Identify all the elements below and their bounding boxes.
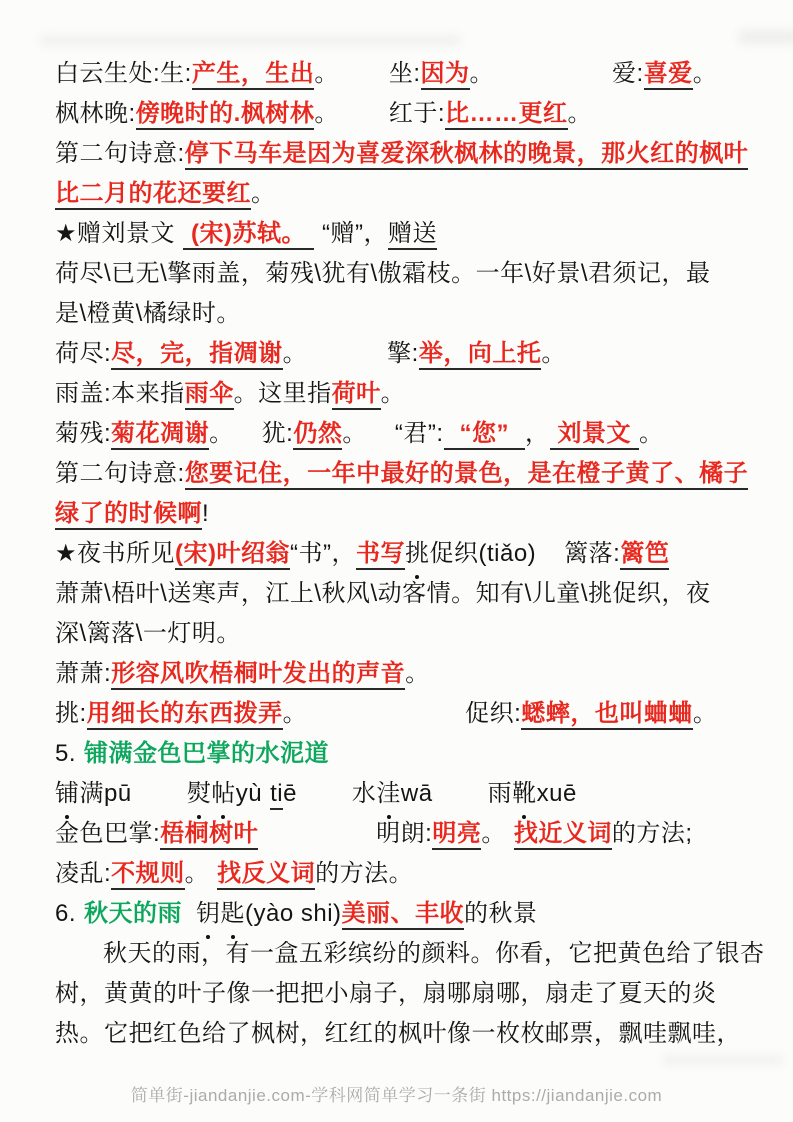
- watermark: 简单街-jiandanjie.com-学科网简单学习一条街 https://jiandanjie.com: [130, 1086, 663, 1105]
- term: “君”:: [394, 420, 444, 447]
- term: 第二句诗意:: [55, 140, 185, 167]
- text: 雨: [487, 780, 513, 807]
- doc-line: [55, 374, 765, 414]
- pinyin-word: xuē: [536, 780, 577, 807]
- doc-line: [55, 454, 765, 494]
- doc-line: [55, 774, 765, 814]
- annotation: 形容风吹梧桐叶发出的声音: [111, 661, 405, 690]
- doc-line: [55, 534, 765, 574]
- text: 。: [541, 340, 566, 367]
- poem-title: ★夜书所见: [55, 540, 176, 567]
- text: 。: [314, 100, 339, 127]
- emphasized-char: 帖: [211, 774, 236, 814]
- text: 促织(tiǎo): [429, 540, 537, 567]
- emphasized-char: 匙: [221, 894, 246, 934]
- text: 。: [342, 420, 367, 447]
- doc-line: [55, 174, 765, 214]
- term: 擎:: [387, 340, 419, 367]
- lesson-title: 铺满金色巴掌的水泥道: [84, 740, 330, 767]
- doc-line: [55, 54, 765, 94]
- poem-text: 深\篱落\一灯明。: [55, 620, 241, 647]
- annotation: 书写: [356, 541, 405, 570]
- annotation: (宋)苏轼。: [183, 221, 314, 250]
- term: 萧萧:: [55, 660, 112, 687]
- annotation: 因为: [421, 61, 470, 90]
- doc-line: [55, 134, 765, 174]
- annotation: 美丽、丰收: [342, 901, 465, 930]
- lesson-number: 6.: [55, 900, 77, 927]
- emphasized-char: 挑: [405, 534, 430, 574]
- doc-line: [55, 94, 765, 134]
- annotation: 举，向上托: [419, 341, 542, 370]
- doc-line: [55, 934, 765, 974]
- emphasized-char: 铺: [55, 774, 80, 814]
- text: 。: [314, 60, 339, 87]
- doc-line: [55, 334, 765, 374]
- annotation: 篱笆: [620, 541, 669, 570]
- text: 。: [481, 820, 506, 847]
- annotation: 尽，完，指凋谢: [111, 341, 283, 370]
- text: 。: [282, 340, 308, 367]
- pinyin-word: wā: [400, 780, 433, 807]
- text: 。: [282, 700, 308, 727]
- term: 篱落:: [564, 540, 621, 567]
- doc-line: [55, 254, 765, 294]
- annotation: 比二月的花还要红: [55, 181, 251, 210]
- doc-line: [55, 414, 765, 454]
- text: “赠”，: [322, 220, 388, 247]
- emphasized-char: 钥: [196, 894, 221, 934]
- doc-line: [55, 494, 765, 534]
- term: 坐:: [388, 60, 421, 87]
- text: 。: [209, 420, 234, 447]
- annotation: 不规则: [111, 861, 185, 890]
- doc-line: [55, 654, 765, 694]
- annotation: 雨伞: [185, 381, 234, 410]
- scan-artifact: [663, 1056, 783, 1064]
- poem-text: 荷尽\已无\擎雨盖，菊残\犹有\傲霜枝。一年\好景\君须记，最: [55, 260, 711, 287]
- text: 。: [692, 700, 718, 727]
- doc-line: [55, 814, 765, 854]
- term: 凌乱:: [55, 860, 112, 887]
- annotation: 明亮: [432, 821, 481, 850]
- text: 。这里指: [233, 380, 332, 407]
- doc-line: [55, 574, 765, 614]
- doc-line: [55, 214, 765, 254]
- lesson-number: 5.: [55, 740, 77, 767]
- annotation: 您要记住，一年中最好的景色，是在橙子黄了、橘子: [185, 461, 749, 490]
- term: 白云生处:生:: [55, 60, 192, 87]
- emphasized-char: 洼: [376, 774, 401, 814]
- text: 的方法。: [315, 860, 414, 887]
- emphasized-char: 靴: [512, 774, 537, 814]
- text: 。: [380, 380, 406, 407]
- text: “书”，: [290, 540, 356, 567]
- doc-line: [55, 694, 765, 734]
- pinyin-underlined: ti: [270, 781, 283, 810]
- annotation: 刘景文: [550, 421, 640, 450]
- term: 明朗:: [376, 820, 433, 847]
- text: 。: [639, 420, 664, 447]
- text: 。: [692, 60, 718, 87]
- annotation: 傍晚时的.枫树林: [136, 101, 315, 130]
- term: 荷尽:: [55, 340, 112, 367]
- poem-title: ★赠刘景文: [55, 220, 176, 247]
- annotation: 荷叶: [332, 381, 381, 410]
- annotation: 蟋蟀，也叫蛐蛐: [521, 701, 693, 730]
- paragraph-text: 热。它把红色给了枫树，红红的枫叶像一枚枚邮票，飘哇飘哇，: [55, 1020, 741, 1047]
- pinyin-word: ē: [283, 780, 297, 807]
- term: 犹:: [261, 420, 294, 447]
- paragraph-text: 树，黄黄的叶子像一把把小扇子，扇哪扇哪，扇走了夏天的炎: [55, 980, 717, 1007]
- emphasized-char: 熨: [187, 774, 212, 814]
- term: 金色巴掌:: [55, 820, 161, 847]
- annotation: “您”: [444, 421, 526, 450]
- annotation: 绿了的时候啊: [55, 501, 202, 530]
- annotation: 找近义词: [514, 821, 612, 850]
- pinyin-word: (yào shi): [245, 900, 342, 927]
- text: 。: [567, 100, 593, 127]
- text: ，: [525, 420, 550, 447]
- term: 爱:: [612, 60, 644, 87]
- annotation: 找反义词: [217, 861, 315, 890]
- annotation: 仍然: [293, 421, 342, 450]
- annotation-black: 赠送: [388, 221, 437, 250]
- term: 菊残:: [55, 420, 112, 447]
- annotation: 比……更红: [445, 101, 568, 130]
- term: 红于:: [388, 100, 446, 127]
- annotation: 菊花凋谢: [111, 421, 209, 450]
- term: 促织:: [465, 700, 522, 727]
- doc-line: [55, 294, 765, 334]
- annotation: 喜爱: [644, 61, 693, 90]
- poem-text: 是\橙黄\橘绿时。: [55, 300, 241, 327]
- term: 雨盖:本来指: [55, 380, 185, 407]
- pinyin-word: 满pū: [79, 780, 132, 807]
- paragraph-text: 秋天的雨，有一盒五彩缤纷的颜料。你看，它把黄色给了银杏: [103, 940, 765, 967]
- term: 枫林晚:: [55, 100, 136, 127]
- doc-line: [55, 854, 765, 894]
- text: 水: [351, 780, 377, 807]
- annotation: 产生，生出: [192, 61, 315, 90]
- doc-line: [55, 894, 765, 934]
- pinyin-word: yù: [235, 780, 263, 807]
- doc-line: [55, 974, 765, 1014]
- doc-line: [55, 614, 765, 654]
- term: 挑:: [55, 700, 87, 727]
- text: 。: [405, 660, 430, 687]
- text: 。: [184, 860, 210, 887]
- annotation: 停下马车是因为喜爱深秋枫林的晚景，那火红的枫叶: [185, 141, 749, 170]
- text: 。: [251, 180, 276, 207]
- doc-line: [55, 1014, 765, 1054]
- text: 。: [469, 60, 495, 87]
- text: !: [202, 500, 210, 527]
- poem-text: 萧萧\梧叶\送寒声，江上\秋风\动客情。知有\儿童\挑促织，夜: [55, 580, 711, 607]
- annotation: 梧桐树叶: [160, 821, 258, 850]
- text: 的方法;: [611, 820, 693, 847]
- term: 第二句诗意:: [55, 460, 185, 487]
- lesson-title: 秋天的雨: [84, 900, 183, 927]
- annotation: (宋)叶绍翁: [175, 541, 290, 570]
- doc-line: [55, 734, 765, 774]
- text: 的秋景: [464, 900, 538, 927]
- annotation: 用细长的东西拨弄: [87, 701, 283, 730]
